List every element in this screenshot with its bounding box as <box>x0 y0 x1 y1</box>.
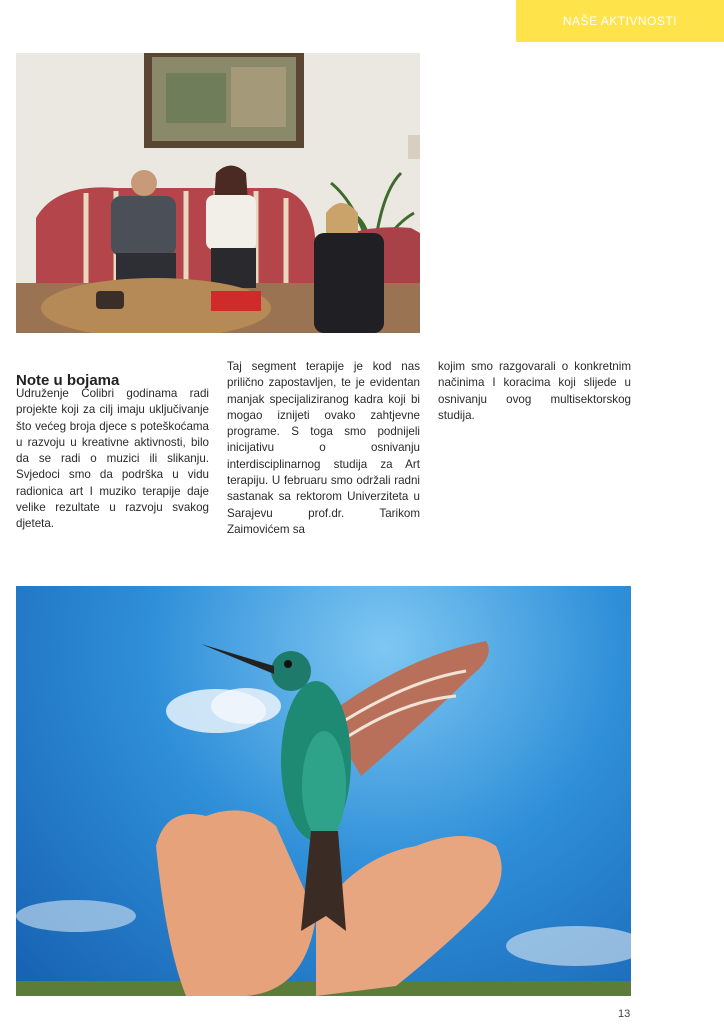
page-number: 13 <box>618 1008 631 1020</box>
article-column-1: Udruženje Colibri godinama radi projekte koji za cilj imaju uključivanje što većeg broja djece s poteškoćama u razvoju u kreativne aktivnosti, bilo da se radi o muzici ili slikanju. Svjedoci smo da podrška u vidu radionica art I muziko terapije daje velike rezultate u razvoju svakog djeteta. <box>16 387 209 531</box>
meeting-photo <box>16 53 420 333</box>
article-column-3: kojim smo razgovarali o konkretnim načinima I koracima koji slijede u osnivanju ovog multisektorskog studija. <box>438 360 631 422</box>
article-title: Note u bojama <box>16 372 120 390</box>
article-column-2: Taj segment terapije je kod nas prilično zapostavljen, te je evidentan manjak specijaliziranog kadra koji bi mogao iznijeti ovako zahtjevne programe. S toga smo podnijeli inicijativu o osnivanju interdisciplinarnog studija za Art terapiju. U februaru smo održali radni sastanak sa rektorom Univerziteta u Sarajevu prof.dr. Tarikom Zaimovićem sa <box>227 360 420 536</box>
section-tab: NAŠE AKTIVNOSTI <box>516 0 724 42</box>
hummingbird-photo <box>16 586 631 996</box>
